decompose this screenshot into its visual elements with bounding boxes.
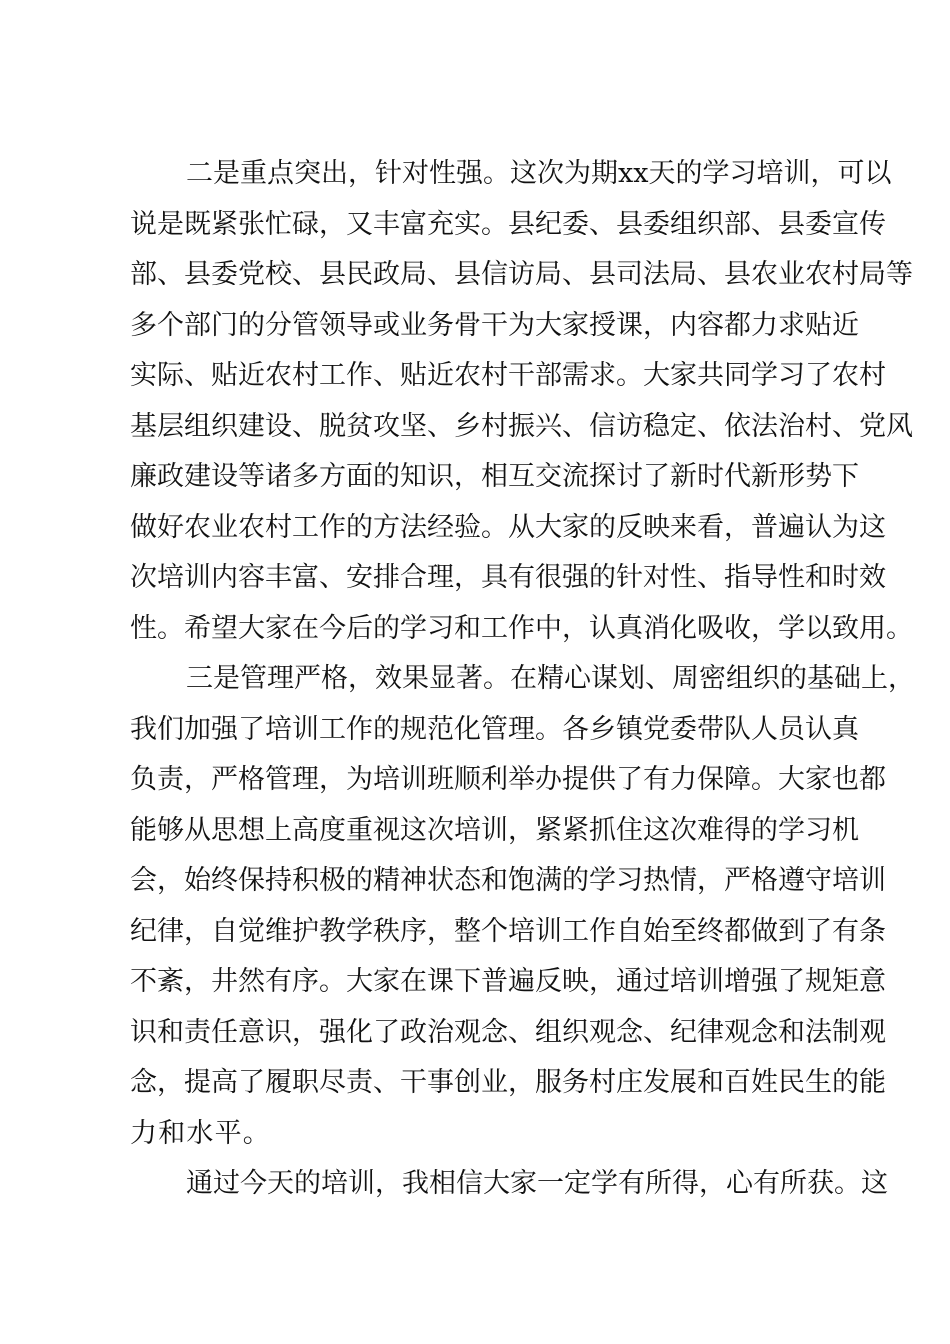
text-line: 部、县委党校、县民政局、县信访局、县司法局、县农业农村局等 — [130, 259, 913, 290]
text-line: 廉政建设等诸多方面的知识，相互交流探讨了新时代新形势下 — [130, 461, 859, 492]
paragraph-strict-management — [130, 654, 915, 1159]
document-body — [130, 149, 915, 1210]
text-line: 会，始终保持积极的精神状态和饱满的学习热情，严格遵守培训 — [130, 865, 886, 896]
text-line: 负责，严格管理，为培训班顺利举办提供了有力保障。大家也都 — [130, 764, 886, 795]
text-line: 三是管理严格，效果显著。在精心谋划、周密组织的基础上， — [186, 663, 915, 694]
text-line: 能够从思想上高度重视这次培训，紧紧抓住这次难得的学习机 — [130, 814, 859, 846]
text-line: 念，提高了履职尽责、干事创业，服务村庄发展和百姓民生的能 — [130, 1067, 886, 1098]
text-line: 识和责任意识，强化了政治观念、组织观念、纪律观念和法制观 — [130, 1016, 886, 1048]
text-line: 我们加强了培训工作的规范化管理。各乡镇党委带队人员认真 — [130, 713, 859, 745]
text-line: 纪律，自觉维护教学秩序，整个培训工作自始至终都做到了有条 — [130, 915, 886, 947]
text-line: 做好农业农村工作的方法经验。从大家的反映来看，普遍认为这 — [130, 511, 886, 543]
text-line: 通过今天的培训，我相信大家一定学有所得，心有所获。这 — [186, 1168, 888, 1199]
text-line: 二是重点突出，针对性强。这次为期xx天的学习培训，可以 — [186, 158, 892, 189]
text-line: 多个部门的分管领导或业务骨干为大家授课，内容都力求贴近 — [130, 309, 859, 341]
text-line: 力和水平。 — [130, 1117, 271, 1149]
text-line: 实际、贴近农村工作、贴近农村干部需求。大家共同学习了农村 — [130, 360, 886, 391]
paragraph-focus-targeted — [130, 149, 913, 654]
text-line: 性。希望大家在今后的学习和工作中，认真消化吸收，学以致用。 — [130, 612, 913, 644]
text-line: 基层组织建设、脱贫攻坚、乡村振兴、信访稳定、依法治村、党风 — [130, 410, 913, 442]
paragraph-conclusion — [130, 1159, 888, 1210]
text-line: 说是既紧张忙碌，又丰富充实。县纪委、县委组织部、县委宣传 — [130, 208, 886, 240]
text-line: 不紊，井然有序。大家在课下普遍反映，通过培训增强了规矩意 — [130, 966, 886, 997]
text-line: 次培训内容丰富、安排合理，具有很强的针对性、指导性和时效 — [130, 562, 886, 593]
